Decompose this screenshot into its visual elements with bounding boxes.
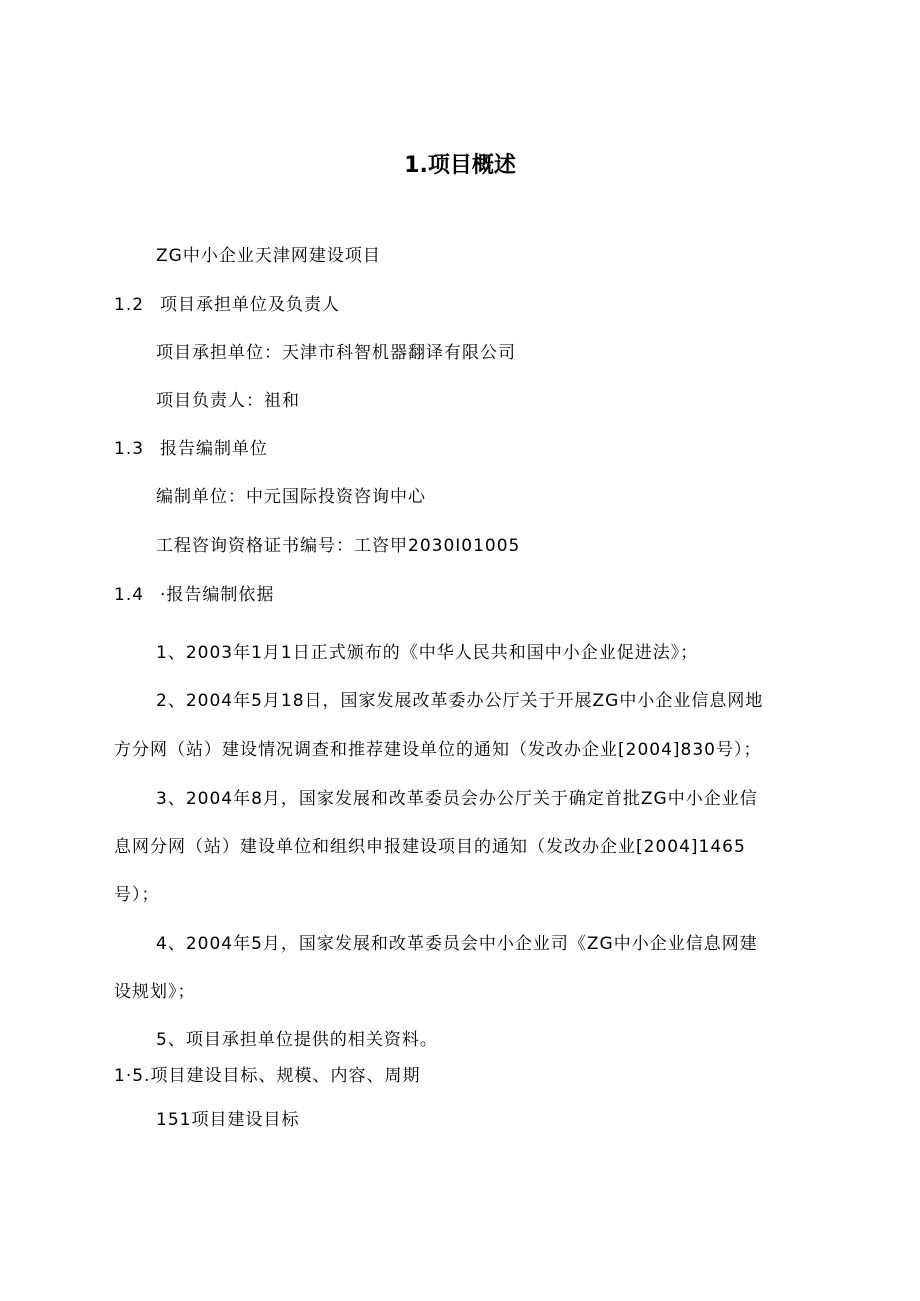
certificate-line: 工程咨询资格证书编号：工咨甲2030I01005 bbox=[156, 536, 521, 556]
compiler-line: 编制单位：中元国际投资咨询中心 bbox=[156, 487, 426, 507]
section-number: 1.4 bbox=[114, 585, 145, 605]
page-title: 1.项目概述 bbox=[404, 153, 516, 178]
basis-item-5: 5、项目承担单位提供的相关资料。 bbox=[156, 1030, 438, 1050]
basis-item-4-line-2: 设规划》； bbox=[114, 982, 196, 1002]
section-1-5-1-heading: 151项目建设目标 bbox=[156, 1110, 300, 1130]
project-name: ZG中小企业天津网建设项目 bbox=[156, 246, 381, 266]
basis-item-2-line-2: 方分网（站）建设情况调查和推荐建设单位的通知（发改办企业[2004]830号）； bbox=[114, 740, 762, 760]
section-1-4-heading bbox=[114, 583, 274, 607]
basis-item-4-line-1: 4、2004年5月，国家发展和改革委员会中小企业司《ZG中小企业信息网建 bbox=[156, 934, 758, 954]
basis-item-3-line-1: 3、2004年8月，国家发展和改革委员会办公厅关于确定首批ZG中小企业信 bbox=[156, 789, 758, 809]
section-title: 项目承担单位及负责人 bbox=[160, 295, 340, 315]
basis-item-1: 1、2003年1月1日正式颁布的《中华人民共和国中小企业促进法》； bbox=[156, 643, 699, 663]
section-title: 报告编制单位 bbox=[160, 439, 268, 459]
undertaker-line: 项目承担单位：天津市科智机器翻译有限公司 bbox=[156, 343, 516, 363]
section-title: ·报告编制依据 bbox=[160, 585, 275, 605]
basis-item-3-line-2: 息网分网（站）建设单位和组织申报建设项目的通知（发改办企业[2004]1465 bbox=[114, 837, 746, 857]
section-number: 1.3 bbox=[114, 439, 145, 459]
section-1-2-heading bbox=[114, 293, 340, 317]
basis-item-3-line-3: 号）； bbox=[114, 885, 160, 905]
leader-line: 项目负责人：祖和 bbox=[156, 391, 300, 411]
section-number: 1.2 bbox=[114, 295, 145, 315]
section-1-5-heading: 1·5.项目建设目标、规模、内容、周期 bbox=[114, 1066, 421, 1086]
basis-item-2-line-1: 2、2004年5月18日，国家发展改革委办公厅关于开展ZG中小企业信息网地 bbox=[156, 691, 764, 711]
section-1-3-heading bbox=[114, 437, 268, 461]
